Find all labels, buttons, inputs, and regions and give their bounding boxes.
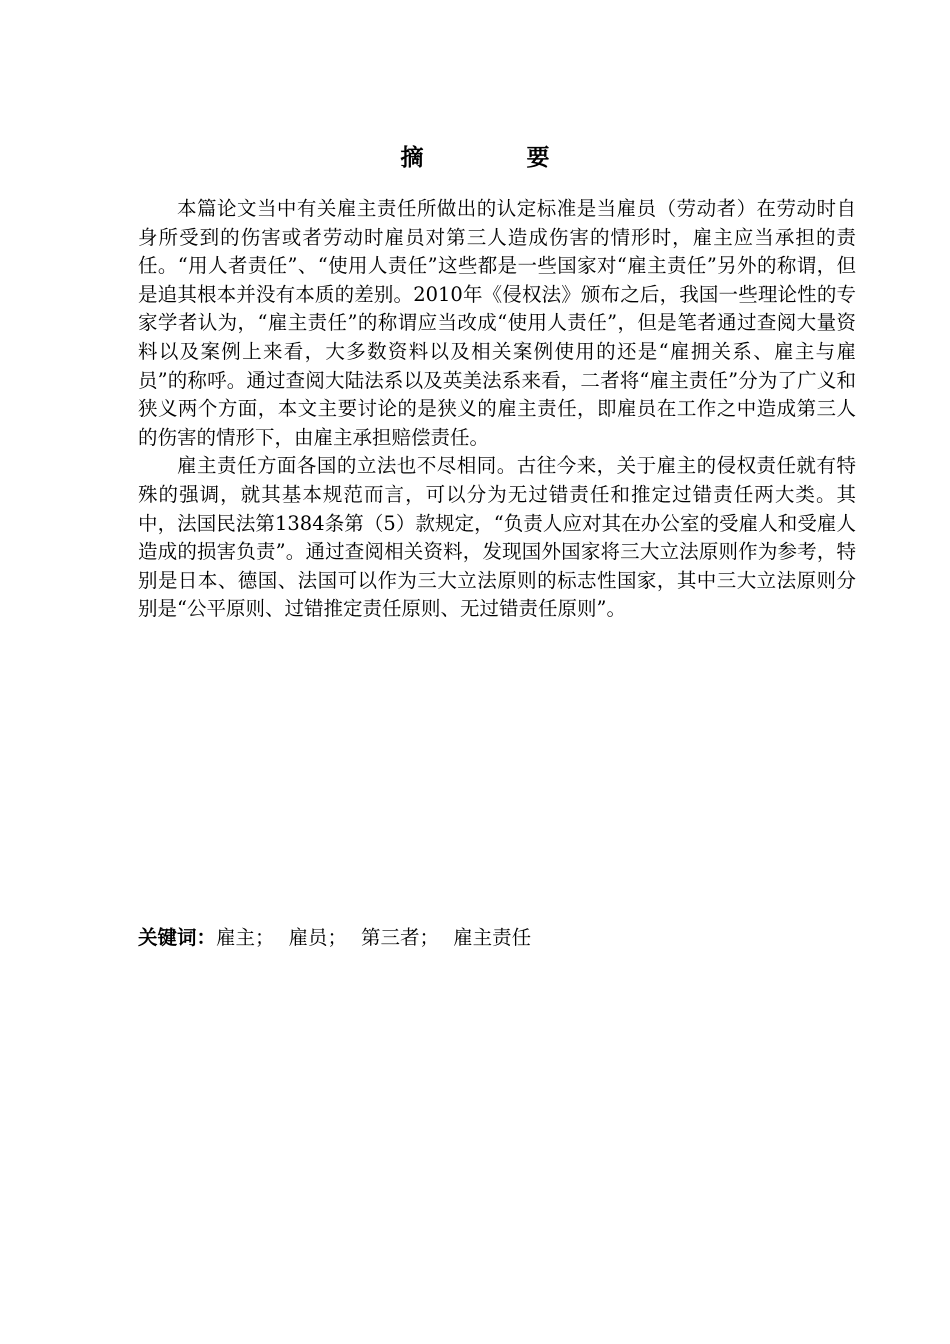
abstract-paragraph-1: 本篇论文当中有关雇主责任所做出的认定标准是当雇员（劳动者）在劳动时自身所受到的伤害或者劳动时雇员对第三人造成伤害的情形时，雇主应当承担的责任。“用人者责任”、“使用人责任”这些都是一些国家对“雇主责任”另外的称谓，但是追其根本并没有本质的差别。2010年《侵权法》颁布之后，我国一些理论性的专家学者认为，“雇主责任”的称谓应当改成“使用人责任”，但是笔者通过查阅大量资料以及案例上来看，大多数资料以及相关案例使用的还是“雇拥关系、雇主与雇员”的称呼。通过查阅大陆法系以及英美法系来看，二者将“雇主责任”分为了广义和狭义两个方面，本文主要讨论的是狭义的雇主责任，即雇员在工作之中造成第三人的伤害的情形下，由雇主承担赔偿责任。 [138, 197, 856, 449]
abstract-title: 摘 要 [400, 145, 590, 171]
abstract-paragraph-2: 雇主责任方面各国的立法也不尽相同。古往今来，关于雇主的侵权责任就有特殊的强调，就其基本规范而言，可以分为无过错责任和推定过错责任两大类。其中，法国民法第1384条第（5）款规定，“负责人应对其在办公室的受雇人和受雇人造成的损害负责”。通过查阅相关资料，发现国外国家将三大立法原则作为参考，特别是日本、德国、法国可以作为三大立法原则的标志性国家，其中三大立法原则分别是“公平原则、过错推定责任原则、无过错责任原则”。 [138, 454, 856, 621]
keyword-item: 第三者； [361, 926, 440, 949]
abstract-body [138, 195, 856, 624]
keyword-item: 雇主责任 [453, 926, 532, 949]
keyword-item: 雇主； [216, 926, 275, 949]
keywords-label: 关键词： [138, 926, 217, 949]
keywords-line [138, 924, 856, 952]
keyword-item: 雇员； [288, 926, 348, 949]
